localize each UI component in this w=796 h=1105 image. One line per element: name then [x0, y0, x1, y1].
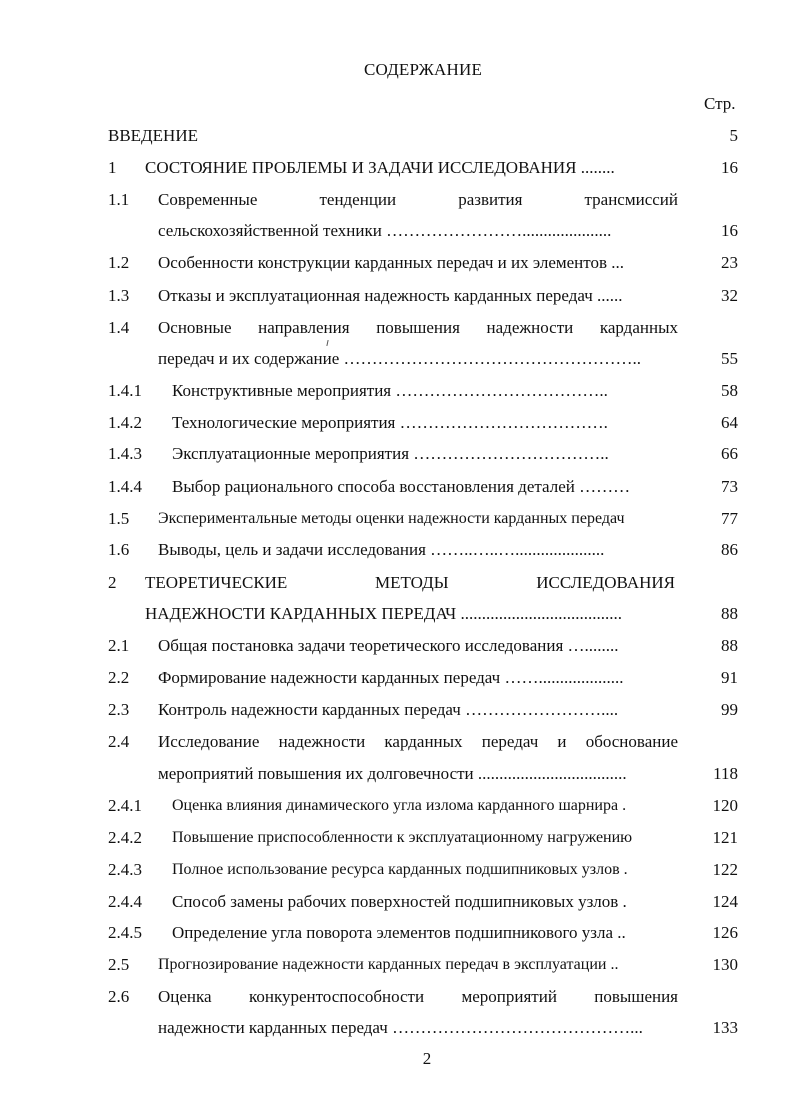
toc-entry	[0, 922, 796, 944]
toc-entry-text: Повышение приспособленности к эксплуатационному нагружению	[172, 829, 633, 846]
page-column-header: Стр.	[704, 94, 736, 113]
toc-entry-number: 2.4.1	[108, 796, 142, 815]
toc-entry-continuation	[0, 603, 796, 625]
toc-entry	[0, 539, 796, 561]
toc-entry-page: 32	[721, 286, 738, 305]
page-title: СОДЕРЖАНИЕ	[363, 60, 483, 79]
toc-entry-number: 1.5	[108, 509, 130, 528]
toc-entry-page: 126	[712, 923, 738, 942]
toc-entry-number: 1.4	[108, 318, 130, 337]
toc-entry-number: 2.1	[108, 636, 130, 655]
toc-entry-text: НАДЕЖНОСТИ КАРДАННЫХ ПЕРЕДАЧ ......................................	[145, 604, 622, 623]
toc-entry	[0, 635, 796, 657]
scan-mark	[326, 340, 328, 346]
toc-entry-number: 2.5	[108, 955, 130, 974]
footer-page-number: 2	[422, 1049, 432, 1068]
toc-entry	[0, 827, 796, 849]
toc-entry-number: 1.6	[108, 540, 130, 559]
toc-entry-text: Основные направления повышения надежности карданных	[158, 318, 678, 337]
toc-entry	[0, 380, 796, 402]
toc-entry-number: 2.4.3	[108, 860, 142, 879]
toc-entry	[0, 157, 796, 179]
toc-entry	[0, 859, 796, 881]
toc-entry-number: 2.6	[108, 987, 130, 1006]
toc-entry-text: Исследование надежности карданных передач и обоснование	[158, 732, 678, 751]
toc-entry-text: Оценка конкурентоспособности мероприятий повышения	[158, 987, 678, 1006]
toc-entry	[0, 476, 796, 498]
toc-entry	[0, 699, 796, 721]
toc-entry-text: ВВЕДЕНИЕ	[108, 126, 198, 145]
toc-entry-text: Современные тенденции развития трансмиссий	[158, 190, 678, 209]
toc-entry-continuation	[0, 763, 796, 785]
toc-entry-text: надежности карданных передач ……………………………………...	[158, 1018, 643, 1037]
toc-entry-page: 58	[721, 381, 738, 400]
toc-entry-page: 66	[721, 444, 738, 463]
toc-entry-page: 16	[721, 221, 738, 240]
toc-entry	[0, 891, 796, 913]
toc-entry	[0, 317, 796, 339]
toc-entry-page: 88	[721, 636, 738, 655]
toc-entry-number: 2.3	[108, 700, 130, 719]
toc-entry	[0, 572, 796, 594]
toc-entry-page: 5	[729, 126, 738, 145]
toc-entry-text: Формирование надежности карданных передач ……....................	[158, 668, 624, 687]
toc-entry-text: передач и их содержание ……………………………………………..	[158, 349, 642, 368]
toc-entry	[0, 667, 796, 689]
toc-entry-number: 2.4	[108, 732, 130, 751]
toc-entry-page: 16	[721, 158, 738, 177]
toc-entry-number: 2.4.2	[108, 828, 142, 847]
toc-entry-page: 118	[713, 764, 738, 783]
toc-entry-number: 1.3	[108, 286, 130, 305]
toc-entry-text: сельскохозяйственной техники …………………….....................	[158, 221, 612, 240]
toc-entry	[0, 443, 796, 465]
toc-entry-number: 1.1	[108, 190, 130, 209]
toc-entry-text: Выбор рационального способа восстановления деталей ………	[172, 477, 631, 496]
toc-entry-page: 23	[721, 253, 738, 272]
toc-entry	[0, 508, 796, 530]
toc-entry-text: Общая постановка задачи теоретического исследования …........	[158, 636, 619, 655]
toc-entry-page: 77	[721, 509, 738, 528]
toc-entry-page: 121	[712, 828, 738, 847]
toc-entry	[0, 731, 796, 753]
toc-entry-page: 73	[721, 477, 738, 496]
toc-entry-page: 55	[721, 349, 738, 368]
toc-entry-page: 120	[712, 796, 738, 815]
toc-entry-text: Отказы и эксплуатационная надежность карданных передач ......	[158, 286, 623, 305]
toc-entry-number: 1.4.3	[108, 444, 142, 463]
toc-entry	[0, 795, 796, 817]
toc-entry	[0, 252, 796, 274]
toc-entry	[0, 125, 796, 147]
toc-entry-page: 99	[721, 700, 738, 719]
toc-entry-number: 1.4.2	[108, 413, 142, 432]
toc-entry-text: Определение угла поворота элементов подшипникового узла ..	[172, 923, 626, 942]
toc-entry-text: Эксплуатационные мероприятия ……………………………..	[172, 444, 609, 463]
toc-entry-text: СОСТОЯНИЕ ПРОБЛЕМЫ И ЗАДАЧИ ИССЛЕДОВАНИЯ ........	[145, 158, 615, 177]
toc-entry-page: 88	[721, 604, 738, 623]
toc-entry-page: 130	[712, 955, 738, 974]
toc-entry-text: Контроль надежности карданных передач ……………………....	[158, 700, 619, 719]
toc-entry-text: Выводы, цель и задачи исследования ……..…..….....................	[158, 540, 605, 559]
toc-entry-text: мероприятий повышения их долговечности ...................................	[158, 764, 627, 783]
toc-entry-number: 1.4.4	[108, 477, 142, 496]
toc-entry	[0, 189, 796, 211]
toc-entry-number: 1	[108, 158, 117, 177]
toc-entry-text: Способ замены рабочих поверхностей подшипниковых узлов .	[172, 892, 627, 911]
toc-entry	[0, 986, 796, 1008]
toc-entry	[0, 954, 796, 976]
toc-entry-page: 91	[721, 668, 738, 687]
toc-entry-text: Экспериментальные методы оценки надежности карданных передач	[158, 510, 625, 527]
toc-entry-page: 124	[712, 892, 738, 911]
toc-entry-number: 2	[108, 573, 117, 592]
toc-entry-text: Технологические мероприятия ……………………………….	[172, 413, 608, 432]
toc-entry-continuation	[0, 220, 796, 242]
toc-entry-page: 86	[721, 540, 738, 559]
toc-entry-number: 1.4.1	[108, 381, 142, 400]
toc-entry-page: 133	[712, 1018, 738, 1037]
toc-entry-continuation	[0, 348, 796, 370]
toc-entry-page: 64	[721, 413, 738, 432]
toc-entry-number: 1.2	[108, 253, 130, 272]
toc-entry-page: 122	[712, 860, 738, 879]
toc-entry-text: Особенности конструкции карданных передач и их элементов ...	[158, 253, 624, 272]
toc-entry-text: Оценка влияния динамического угла излома карданного шарнира .	[172, 797, 627, 814]
toc-entry	[0, 412, 796, 434]
toc-entry	[0, 285, 796, 307]
toc-entry-number: 2.2	[108, 668, 130, 687]
toc-entry-text: ТЕОРЕТИЧЕСКИЕ МЕТОДЫ ИССЛЕДОВАНИЯ	[145, 573, 675, 592]
toc-entry-text: Прогнозирование надежности карданных передач в эксплуатации ..	[158, 956, 619, 973]
toc-entry-text: Полное использование ресурса карданных подшипниковых узлов .	[172, 861, 628, 878]
toc-entry-number: 2.4.5	[108, 923, 142, 942]
toc-entry-continuation	[0, 1017, 796, 1039]
toc-entry-number: 2.4.4	[108, 892, 142, 911]
toc-entry-text: Конструктивные мероприятия ………………………………..	[172, 381, 608, 400]
